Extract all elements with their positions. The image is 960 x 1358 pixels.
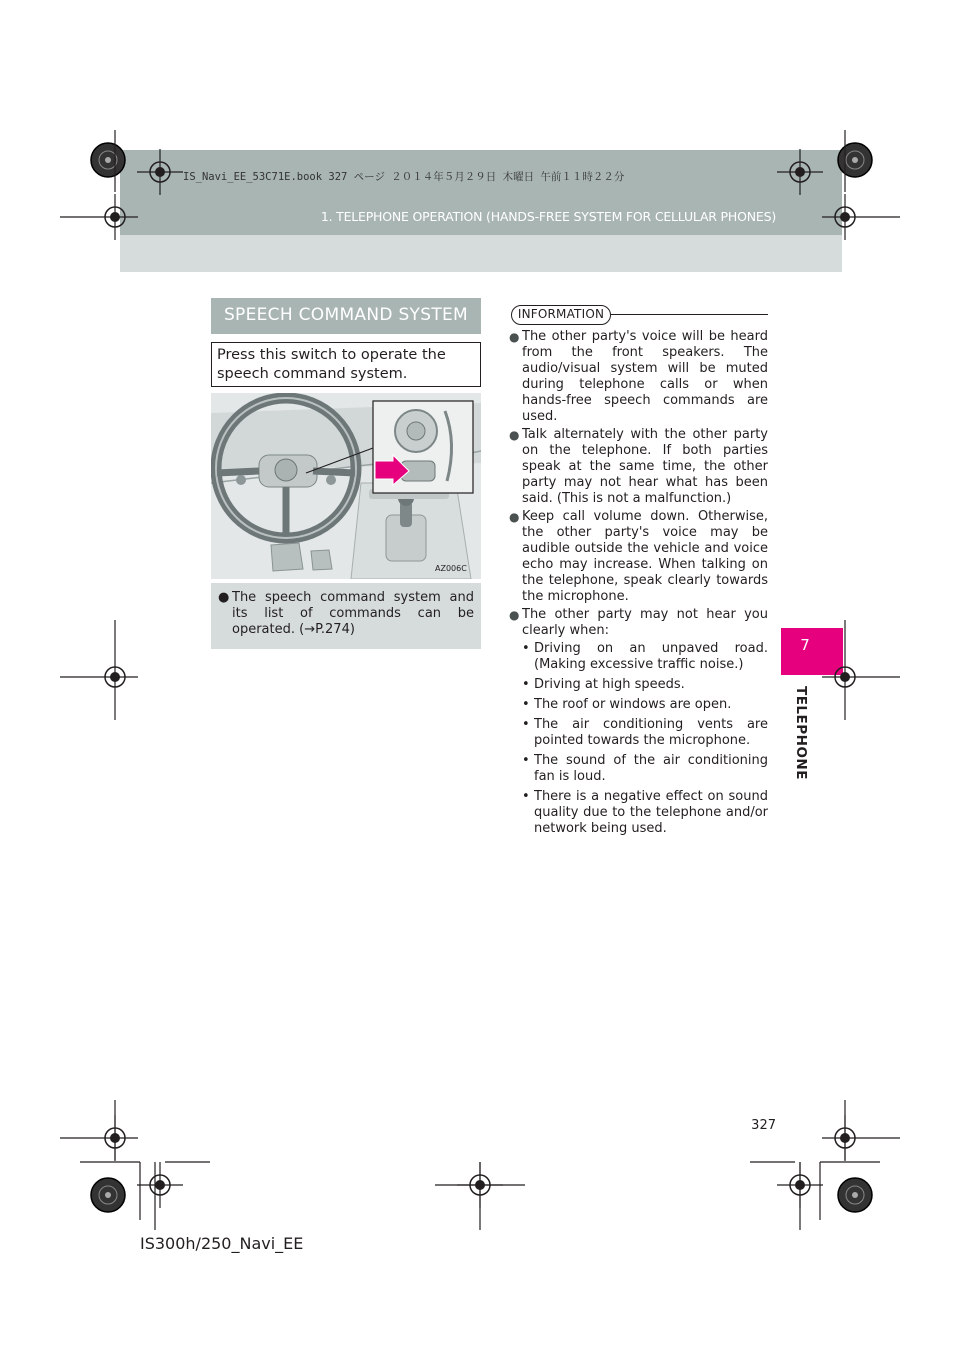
info-bullet-item: ● The other party's voice will be heard from the front speakers. The audio/visual system will be muted during telephone calls or when hands-free speech commands are used. <box>509 329 768 424</box>
note-bullet: ● <box>218 590 230 605</box>
page-number: 327 <box>751 1118 776 1133</box>
chapter-number: 7 <box>800 636 810 654</box>
information-label: INFORMATION <box>517 307 605 321</box>
chapter-label: TELEPHONE <box>793 686 809 780</box>
info-bullet-item: ● Keep call volume down. Otherwise, the other party's voice may be audible outside the vehicle and voice echo may increase. When talking on the telephone, speak clearly towards the microphone. <box>509 509 768 604</box>
info-sub-item: • Driving on an unpaved road. (Making excessive traffic noise.) <box>522 641 768 672</box>
document-id: IS300h/250_Navi_EE <box>140 1234 304 1253</box>
page-header-title: 1. TELEPHONE OPERATION (HANDS-FREE SYSTEM FOR CELLULAR PHONES) <box>320 209 776 224</box>
info-bullet-item: ● Talk alternately with the other party on the telephone. If both parties speak at the same time, the other party may not hear what has been said. (This is not a malfunction.) <box>509 427 768 506</box>
section-title: SPEECH COMMAND SYSTEM <box>223 305 469 325</box>
info-bullet-item: ● The other party may not hear you clearly when: • Driving on an unpaved road. (Making excessive traffic noise.) • Driving at high speeds. • The roof or windows are open. • The air conditioning vents are pointed towards the microphone. • The sound of the air conditioning fan is loud. • There is a negative effect on sound quality due to the telephone and/or network being used. <box>509 607 768 836</box>
info-sub-item: • The sound of the air conditioning fan is loud. <box>522 753 768 784</box>
info-sub-item: • Driving at high speeds. <box>522 677 685 692</box>
figure-code: AZ006C <box>435 564 467 573</box>
info-sub-item: • The roof or windows are open. <box>522 697 732 712</box>
book-print-stamp: IS_Navi_EE_53C71E.book 327 ページ ２０１４年５月２９日 木曜日 午前１１時２２分 <box>183 171 625 183</box>
note-body: The speech command system and its list of commands can be operated. (→P.274) <box>232 590 474 637</box>
instruction-text: Press this switch to operate the speech command system. <box>217 347 446 382</box>
info-sub-item: • The air conditioning vents are pointed towards the microphone. <box>522 717 768 748</box>
info-sub-item: • There is a negative effect on sound quality due to the telephone and/or network being used. <box>522 789 768 836</box>
